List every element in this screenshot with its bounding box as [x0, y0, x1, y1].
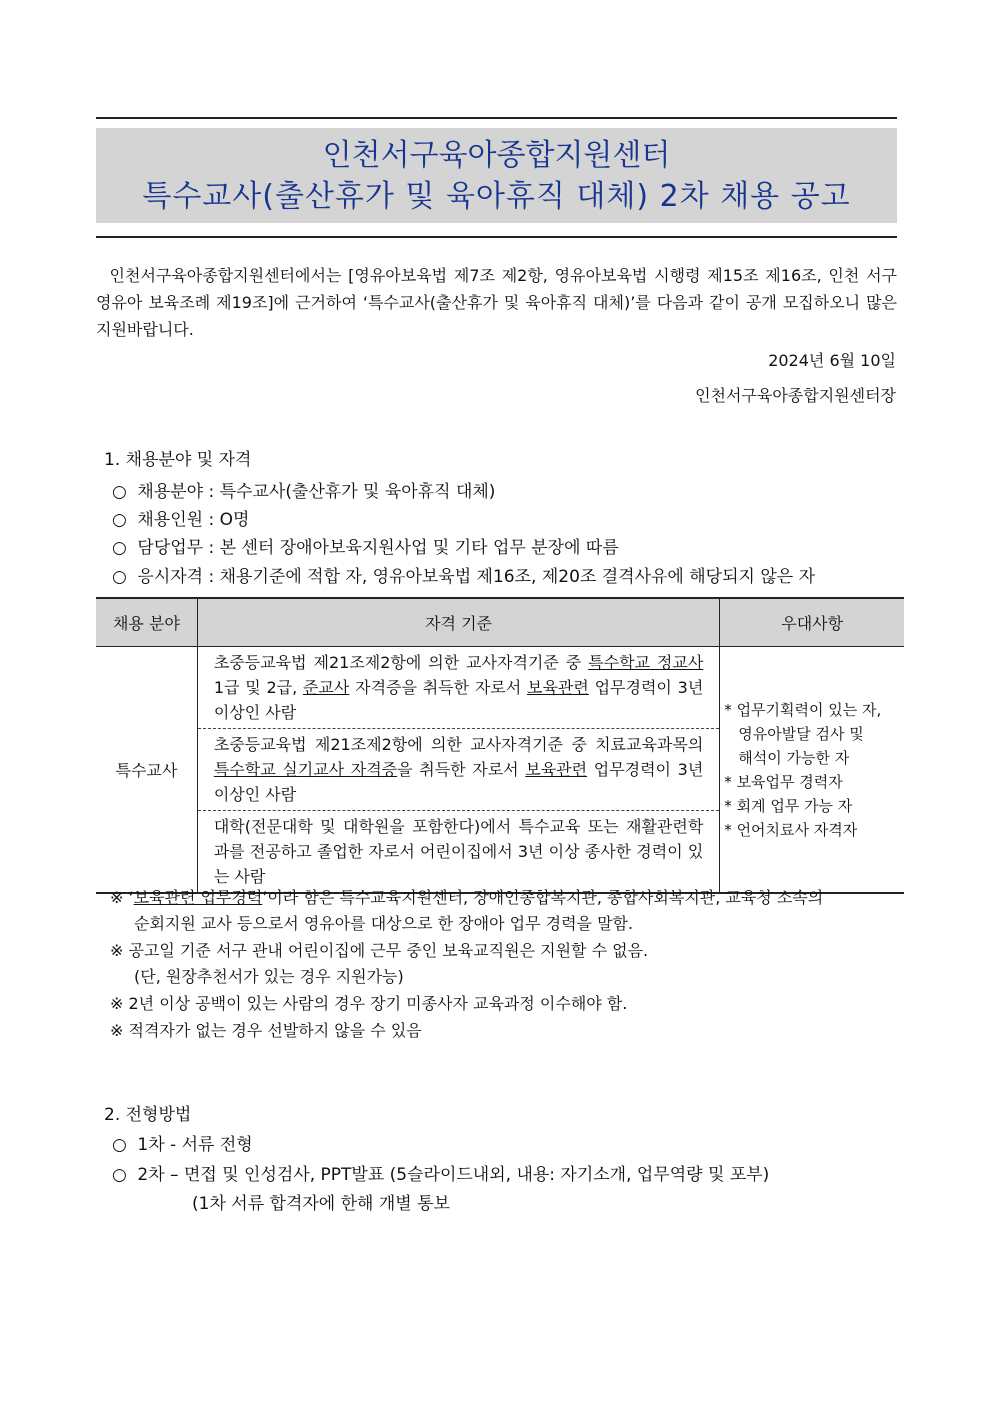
- header-field: 채용 분야: [96, 598, 197, 647]
- bullet-circle-icon: ○: [112, 510, 127, 530]
- signer: 인천서구육아종합지원센터장: [695, 386, 896, 405]
- section1-item: ○ 응시자격 : 채용기준에 적합 자, 영유아보육법 제16조, 제20조 결격사유에 해당되지 않은 자: [112, 567, 815, 587]
- note-item: ※ ‘보육관련 업무경력’이라 함은 특수교육지원센터, 장애인종합복지관, 종합사회복지관, 교육청 소속의: [110, 888, 824, 907]
- title-box: [96, 128, 897, 223]
- page-subtitle: 특수교사(출산휴가 및 육아휴직 대체) 2차 채용 공고: [142, 179, 851, 214]
- section1-item: ○ 담당업무 : 본 센터 장애아보육지원사업 및 기타 업무 분장에 따름: [112, 538, 619, 558]
- criteria-item: 초중등교육법 제21조제2항에 의한 교사자격기준 중 치료교육과목의 특수학교 실기교사 자격증을 취득한 자로서 보육관련 업무경력이 3년 이상인 사람: [198, 729, 719, 811]
- note-item-cont: (단, 원장추천서가 있는 경우 지원가능): [134, 967, 404, 986]
- announcement-date: 2024년 6월 10일: [768, 351, 896, 370]
- section2-item: ○ 2차 – 면접 및 인성검사, PPT발표 (5슬라이드내외, 내용: 자기소개, 업무역량 및 포부): [112, 1165, 770, 1185]
- field-cell: 특수교사: [96, 647, 197, 894]
- header-preferences: 우대사항: [720, 598, 904, 647]
- note-item-cont: 순회지원 교사 등으로서 영유아를 대상으로 한 장애아 업무 경력을 말함.: [134, 914, 634, 933]
- header-criteria: 자격 기준: [197, 598, 719, 647]
- preference-item-cont: 영유아발달 검사 및: [738, 724, 864, 743]
- section1-item: ○ 채용인원 : O명: [112, 510, 250, 530]
- bullet-circle-icon: ○: [112, 538, 127, 558]
- criteria-cell: [197, 647, 719, 894]
- note-item: ※ 공고일 기준 서구 관내 어린이집에 근무 중인 보육교직원은 지원할 수 없음.: [110, 941, 649, 960]
- page-title: 인천서구육아종합지원센터: [322, 138, 671, 173]
- preference-item-cont: 해석이 가능한 자: [738, 748, 850, 767]
- criteria-item: 초중등교육법 제21조제2항에 의한 교사자격기준 중 특수학교 정교사 1급 및 2급, 준교사 자격증을 취득한 자로서 보육관련 업무경력이 3년 이상인 사람: [198, 647, 719, 729]
- section2-item: ○ 1차 - 서류 전형: [112, 1135, 253, 1155]
- section2-item-cont: (1차 서류 합격자에 한해 개별 통보: [192, 1194, 450, 1214]
- preference-item: * 업무기획력이 있는 자,: [724, 700, 882, 719]
- intro-text: 인천서구육아종합지원센터에서는 [영유아보육법 제7조 제2항, 영유아보육법 시행령 제15조 제16조, 인천 서구 영유아 보육조례 제19조]에 근거하여 ‘특수교사(출산휴가 및 육아휴직 대체)’를 다음과 같이 공개 모집하오니 많은 지원바랍니다.: [96, 266, 898, 339]
- title-banner: [96, 117, 897, 238]
- section1-heading: 1. 채용분야 및 자격: [104, 450, 252, 470]
- note-item: ※ 적격자가 없는 경우 선발하지 않을 수 있음: [110, 1021, 422, 1040]
- table-row: [96, 647, 904, 894]
- preference-item: * 보육업무 경력자: [724, 772, 843, 791]
- requirements-table: [96, 597, 904, 894]
- intro-paragraph: [96, 262, 897, 343]
- bullet-circle-icon: ○: [112, 1165, 127, 1185]
- table-header-row: [96, 598, 904, 647]
- bullet-circle-icon: ○: [112, 567, 127, 587]
- preferences-cell: [720, 647, 904, 894]
- note-item: ※ 2년 이상 공백이 있는 사람의 경우 장기 미종사자 교육과정 이수해야 함.: [110, 994, 628, 1013]
- bullet-circle-icon: ○: [112, 1135, 127, 1155]
- criteria-item: 대학(전문대학 및 대학원을 포함한다)에서 특수교육 또는 재활관련학과를 전공하고 졸업한 자로서 어린이집에서 3년 이상 종사한 경력이 있는 사람: [213, 817, 704, 886]
- preference-item: * 회계 업무 가능 자: [724, 796, 853, 815]
- preference-item: * 언어치료사 자격자: [724, 820, 858, 839]
- bullet-circle-icon: ○: [112, 482, 127, 502]
- section2-heading: 2. 전형방법: [104, 1105, 192, 1125]
- section1-item: ○ 채용분야 : 특수교사(출산휴가 및 육아휴직 대체): [112, 482, 496, 502]
